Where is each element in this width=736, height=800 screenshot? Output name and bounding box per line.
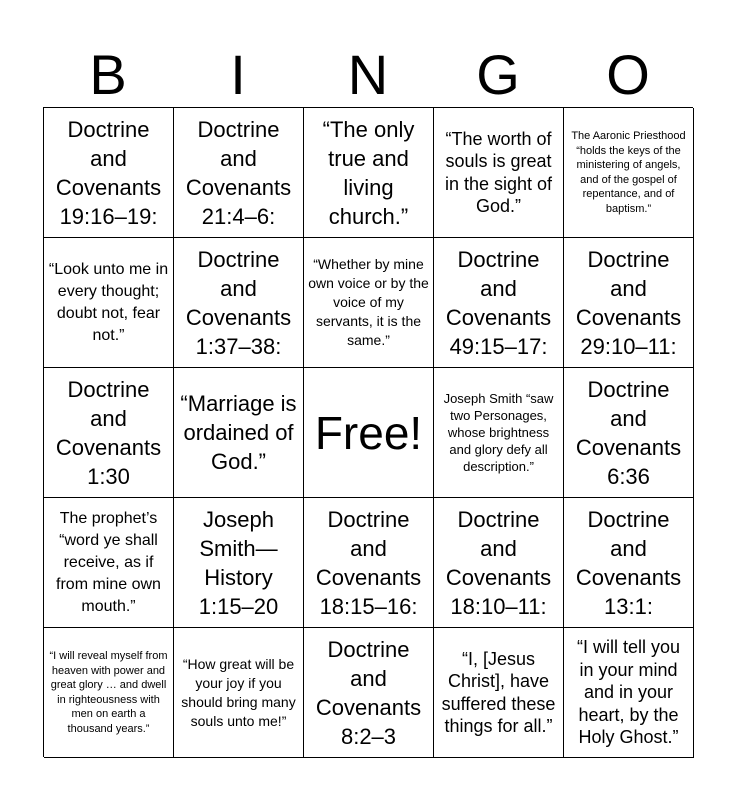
header-letter-i: I (230, 43, 246, 106)
bingo-cell[interactable] (44, 628, 174, 758)
cell-text: Doctrine and Covenants 49:15–17: (445, 246, 552, 359)
free-space-label: Free! (314, 406, 423, 459)
bingo-cell[interactable] (44, 498, 174, 628)
cell-text: “I will tell you in your mind and in your heart, by the Holy Ghost.” (576, 637, 681, 748)
cell-text: Doctrine and Covenants 19:16–19: (55, 116, 162, 229)
bingo-cell[interactable] (174, 108, 304, 238)
cell-text: “How great will be your joy if you should bring many souls unto me!” (181, 655, 296, 729)
cell-text: Doctrine and Covenants 18:15–16: (315, 506, 422, 619)
cell-text: Doctrine and Covenants 29:10–11: (575, 246, 682, 359)
cell-text: The Aaronic Priesthood “holds the keys of the ministering of angels, and of the gospel of repentance, and of baptism.” (571, 130, 686, 215)
cell-text: Doctrine and Covenants 18:10–11: (445, 506, 552, 619)
cell-text: Doctrine and Covenants 13:1: (575, 506, 682, 619)
free-space-cell[interactable] (304, 368, 434, 498)
bingo-cell[interactable] (304, 498, 434, 628)
header-letter-g: G (476, 43, 520, 106)
cell-text: Joseph Smith—History 1:15–20 (198, 506, 279, 619)
bingo-cell[interactable] (44, 238, 174, 368)
cell-text: “Marriage is ordained of God.” (180, 391, 297, 474)
bingo-cell[interactable] (564, 238, 694, 368)
bingo-cell[interactable] (44, 368, 174, 498)
bingo-cell[interactable] (304, 238, 434, 368)
cell-text: “Look unto me in every thought; doubt not, fear not.” (48, 260, 169, 344)
bingo-cell[interactable] (434, 628, 564, 758)
bingo-cell[interactable] (564, 628, 694, 758)
header-letter-b: B (89, 43, 127, 106)
cell-text: Doctrine and Covenants 6:36 (575, 376, 682, 489)
cell-text: “The worth of souls is great in the sight of God.” (444, 128, 553, 216)
bingo-cell[interactable] (434, 238, 564, 368)
bingo-cell[interactable] (434, 498, 564, 628)
cell-text: Joseph Smith “saw two Personages, whose brightness and glory defy all description.” (443, 391, 554, 474)
bingo-card (43, 107, 693, 757)
bingo-cell[interactable] (304, 108, 434, 238)
bingo-header (43, 44, 693, 106)
bingo-cell[interactable] (174, 368, 304, 498)
cell-text: Doctrine and Covenants 1:30 (55, 376, 162, 489)
bingo-cell[interactable] (174, 498, 304, 628)
cell-text: “I, [Jesus Christ], have suffered these things for all.” (441, 648, 556, 736)
header-letter-o: O (606, 43, 650, 106)
bingo-cell[interactable] (44, 108, 174, 238)
cell-text: Doctrine and Covenants 21:4–6: (185, 116, 292, 229)
cell-text: “I will reveal myself from heaven with power and great glory … and dwell in righteousness with men on earth a thousand years.” (49, 650, 168, 735)
cell-text: “The only true and living church.” (322, 116, 415, 229)
bingo-cell[interactable] (564, 368, 694, 498)
cell-text: “Whether by mine own voice or by the voice of my servants, it is the same.” (308, 256, 429, 348)
bingo-cell[interactable] (564, 108, 694, 238)
bingo-cell[interactable] (564, 498, 694, 628)
bingo-cell[interactable] (434, 368, 564, 498)
bingo-cell[interactable] (174, 238, 304, 368)
cell-text: Doctrine and Covenants 8:2–3 (315, 636, 422, 749)
header-letter-n: N (347, 43, 389, 106)
cell-text: Doctrine and Covenants 1:37–38: (185, 246, 292, 359)
bingo-cell[interactable] (434, 108, 564, 238)
cell-text: The prophet’s “word ye shall receive, as if from mine own mouth.” (56, 509, 161, 615)
bingo-cell[interactable] (174, 628, 304, 758)
bingo-cell[interactable] (304, 628, 434, 758)
